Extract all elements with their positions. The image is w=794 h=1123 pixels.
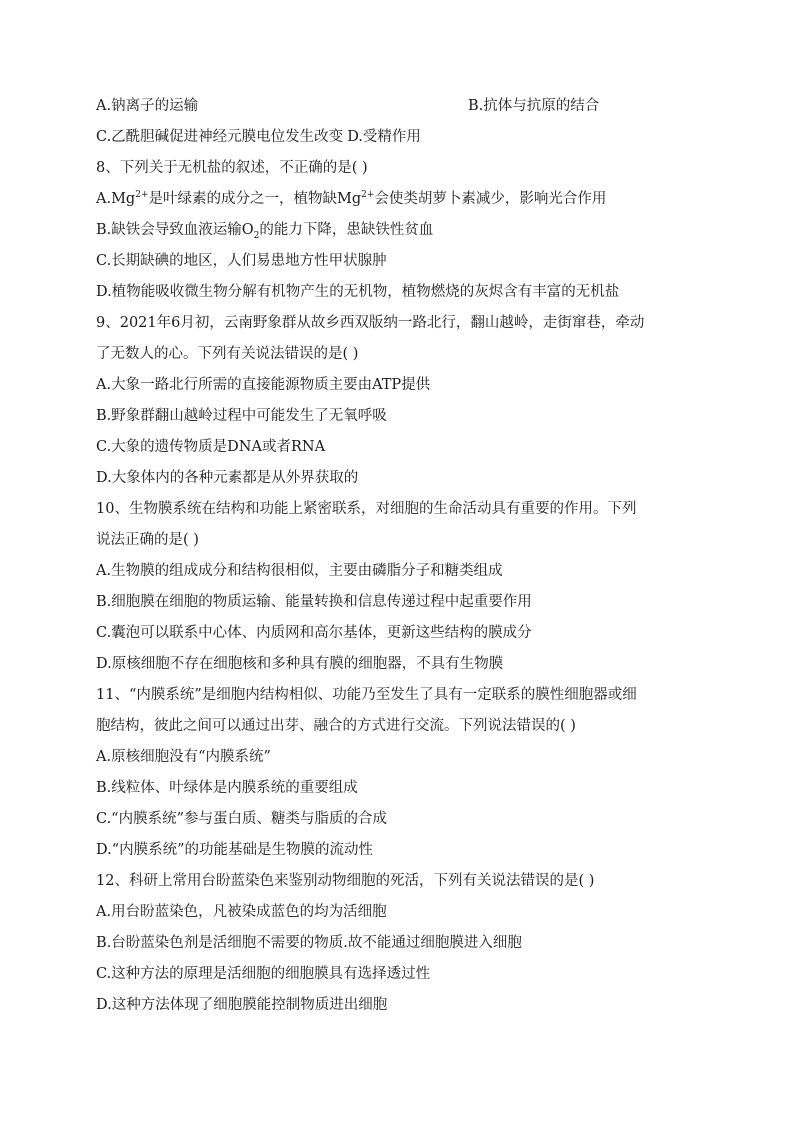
q7-option-c: C.乙酰胆碱促进神经元膜电位发生改变	[96, 129, 344, 145]
q12-option-a: A.用台盼蓝染色，凡被染成蓝色的均为活细胞	[96, 904, 387, 920]
q11-option-d: D.“内膜系统”的功能基础是生物膜的流动性	[96, 842, 374, 858]
q11-stem-line-1: 11、“内膜系统”是细胞内结构相似、功能乃至发生了具有一定联系的膜性细胞器或细	[96, 687, 637, 703]
q7-option-a: A.钠离子的运输	[96, 98, 199, 114]
q11-stem-line-2: 胞结构，彼此之间可以通过出芽、融合的方式进行交流。下列说法错误的( )	[96, 718, 576, 734]
q10-option-c: C.囊泡可以联系中心体、内质网和高尔基体，更新这些结构的膜成分	[96, 625, 532, 641]
q12-stem: 12、科研上常用台盼蓝染色来鉴别动物细胞的死活，下列有关说法错误的是( )	[96, 873, 595, 889]
q8-stem: 8、下列关于无机盐的叙述，不正确的是( )	[96, 160, 368, 176]
q8-option-b: B.缺铁会导致血液运输$O_2$的能力下降，患缺铁性贫血	[96, 222, 434, 241]
q9-option-c: C.大象的遗传物质是DNA或者RNA	[96, 439, 326, 455]
q10-option-b: B.细胞膜在细胞的物质运输、能量转换和信息传递过程中起重要作用	[96, 594, 532, 610]
q9-stem-line-1: 9、2021年6月初，云南野象群从故乡西双版纳一路北行，翻山越岭，走街窜巷，牵动	[96, 315, 645, 331]
q8-option-d: D.植物能吸收微生物分解有机物产生的无机物，植物燃烧的灰烬含有丰富的无机盐	[96, 284, 620, 300]
q12-option-b: B.台盼蓝染色剂是活细胞不需要的物质.故不能通过细胞膜进入细胞	[96, 935, 522, 951]
q10-option-a: A.生物膜的组成成分和结构很相似，主要由磷脂分子和糖类组成	[96, 563, 503, 579]
q9-option-d: D.大象体内的各种元素都是从外界获取的	[96, 470, 359, 486]
q7-option-d: D.受精作用	[347, 129, 421, 145]
q11-option-b: B.线粒体、叶绿体是内膜系统的重要组成	[96, 780, 358, 796]
q10-option-d: D.原核细胞不存在细胞核和多种具有膜的细胞器，不具有生物膜	[96, 656, 504, 672]
q11-option-c: C.“内膜系统”参与蛋白质、糖类与脂质的合成	[96, 811, 388, 827]
q9-option-a: A.大象一路北行所需的直接能源物质主要由ATP提供	[96, 377, 431, 393]
q7-options-row-2	[96, 127, 706, 147]
q7-option-b: B.抗体与抗原的结合	[468, 98, 600, 114]
q12-option-c: C.这种方法的原理是活细胞的细胞膜具有选择透过性	[96, 966, 431, 982]
q8-option-c: C.长期缺碘的地区，人们易患地方性甲状腺肿	[96, 253, 387, 269]
q9-option-b: B.野象群翻山越岭过程中可能发生了无氧呼吸	[96, 408, 387, 424]
q12-option-d: D.这种方法体现了细胞膜能控制物质进出细胞	[96, 997, 388, 1013]
q10-stem-line-2: 说法正确的是( )	[96, 532, 199, 548]
q7-options-row-1	[96, 96, 706, 116]
q11-option-a: A.原核细胞没有“内膜系统”	[96, 749, 271, 765]
q10-stem-line-1: 10、生物膜系统在结构和功能上紧密联系，对细胞的生命活动具有重要的作用。下列	[96, 501, 637, 517]
q8-option-a: $A.Mg^{2+}$是叶绿素的成分之一，植物缺$Mg^{2+}$会使类胡萝卜素减少，影响光合作用	[96, 190, 607, 207]
q9-stem-line-2: 了无数人的心。下列有关说法错误的是( )	[96, 346, 359, 362]
